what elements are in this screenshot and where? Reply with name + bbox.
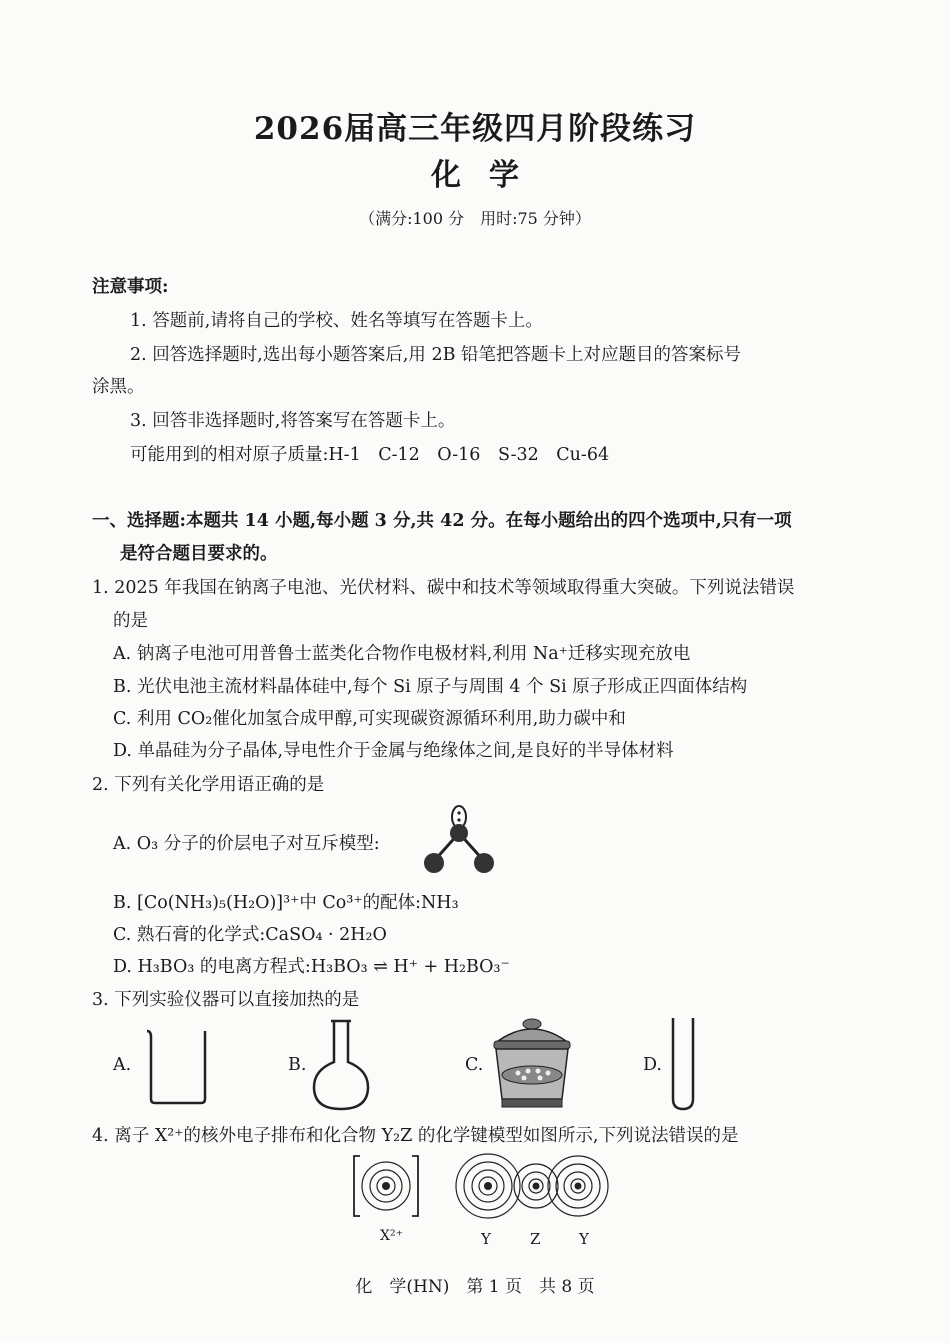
figure-label-y: Y [481,1230,491,1248]
section-heading: 是符合题目要求的。 [120,544,278,564]
question-option: A. 钠离子电池可用普鲁士蓝类化合物作电极材料,利用 Na⁺迁移实现充放电 [113,644,691,664]
option-label: D. [643,1055,662,1075]
plate-hole [522,1076,527,1081]
flask-outline [314,1021,368,1109]
question-option: D. 单晶硅为分子晶体,导电性介于金属与绝缘体之间,是良好的半导体材料 [113,741,674,761]
plate-hole [546,1071,551,1076]
notice-item: 1. 答题前,请将自己的学校、姓名等填写在答题卡上。 [130,311,543,331]
x-ion-shells [362,1162,410,1210]
exam-meta: （满分:100 分 用时:75 分钟） [359,209,591,228]
notice-item: 2. 回答选择题时,选出每小题答案后,用 2B 铅笔把答题卡上对应题目的答案标号 [130,345,742,365]
question-stem: 4. 离子 X²⁺的核外电子排布和化合物 Y₂Z 的化学键模型如图所示,下列说法错误的是 [92,1126,739,1146]
vsepr-model-figure [420,803,500,879]
question-stem: 的是 [113,611,148,631]
option-label: B. [288,1055,307,1075]
question-option: C. 熟石膏的化学式:CaSO₄ · 2H₂O [113,925,387,945]
desiccator-lid [498,1029,566,1041]
beaker-outline [147,1031,205,1103]
left-bracket [354,1156,360,1216]
test-tube-figure [668,1015,698,1113]
question-stem: 2. 下列有关化学用语正确的是 [92,775,325,795]
question-option: B. [Co(NH₃)₅(H₂O)]³⁺中 Co³⁺的配体:NH₃ [113,893,459,913]
electron-dot [457,811,460,814]
question-option: D. H₃BO₃ 的电离方程式:H₃BO₃ ⇌ H⁺ + H₂BO₃⁻ [113,957,510,977]
porcelain-plate [502,1066,562,1084]
y-atom-shells-left [456,1154,520,1218]
exam-subject: 化学 [431,158,547,193]
page-footer: 化 学(HN) 第 1 页 共 8 页 [355,1277,595,1297]
right-bracket [412,1156,418,1216]
electron-dot [457,818,460,821]
question-stem: 3. 下列实验仪器可以直接加热的是 [92,990,360,1010]
central-atom [450,824,468,842]
desiccator-base [502,1099,562,1107]
y-atom-shells-right [548,1156,608,1216]
figure-label-y: Y [579,1230,589,1248]
plate-hole [538,1076,543,1081]
plate-hole [536,1069,541,1074]
notice-item: 3. 回答非选择题时,将答案写在答题卡上。 [130,411,456,431]
question-stem: 1. 2025 年我国在钠离子电池、光伏材料、碳中和技术等领域取得重大突破。下列说法错误 [92,578,795,598]
outer-atom [424,853,444,873]
section-heading: 一、选择题:本题共 14 小题,每小题 3 分,共 42 分。在每小题给出的四个选项中,只有一项 [92,511,792,531]
notice-item: 可能用到的相对原子质量:H-1 C-12 O-16 S-32 Cu-64 [130,445,610,465]
question-option: B. 光伏电池主流材料晶体硅中,每个 Si 原子与周围 4 个 Si 原子形成正四面体结构 [113,677,748,697]
lid-knob [523,1019,541,1029]
test-tube-outline [673,1018,693,1109]
plate-hole [526,1069,531,1074]
flask-figure [310,1018,372,1112]
question-option: C. 利用 CO₂催化加氢合成甲醇,可实现碳资源循环利用,助力碳中和 [113,709,626,729]
option-label: A. [113,1055,132,1075]
question-option: A. O₃ 分子的价层电子对互斥模型: [113,834,380,854]
notice-heading: 注意事项: [92,277,169,297]
plate-hole [516,1071,521,1076]
outer-atom [474,853,494,873]
notice-item: 涂黑。 [92,377,145,397]
electron-shell-figure [350,1150,610,1222]
figure-label-z: Z [530,1230,541,1248]
beaker-figure [143,1027,211,1105]
figure-label-x: X²⁺ [380,1228,403,1244]
desiccator-figure [488,1015,576,1111]
lid-rim [494,1041,570,1049]
option-label: C. [465,1055,484,1075]
exam-title: 2026届高三年级四月阶段练习 [253,111,697,147]
